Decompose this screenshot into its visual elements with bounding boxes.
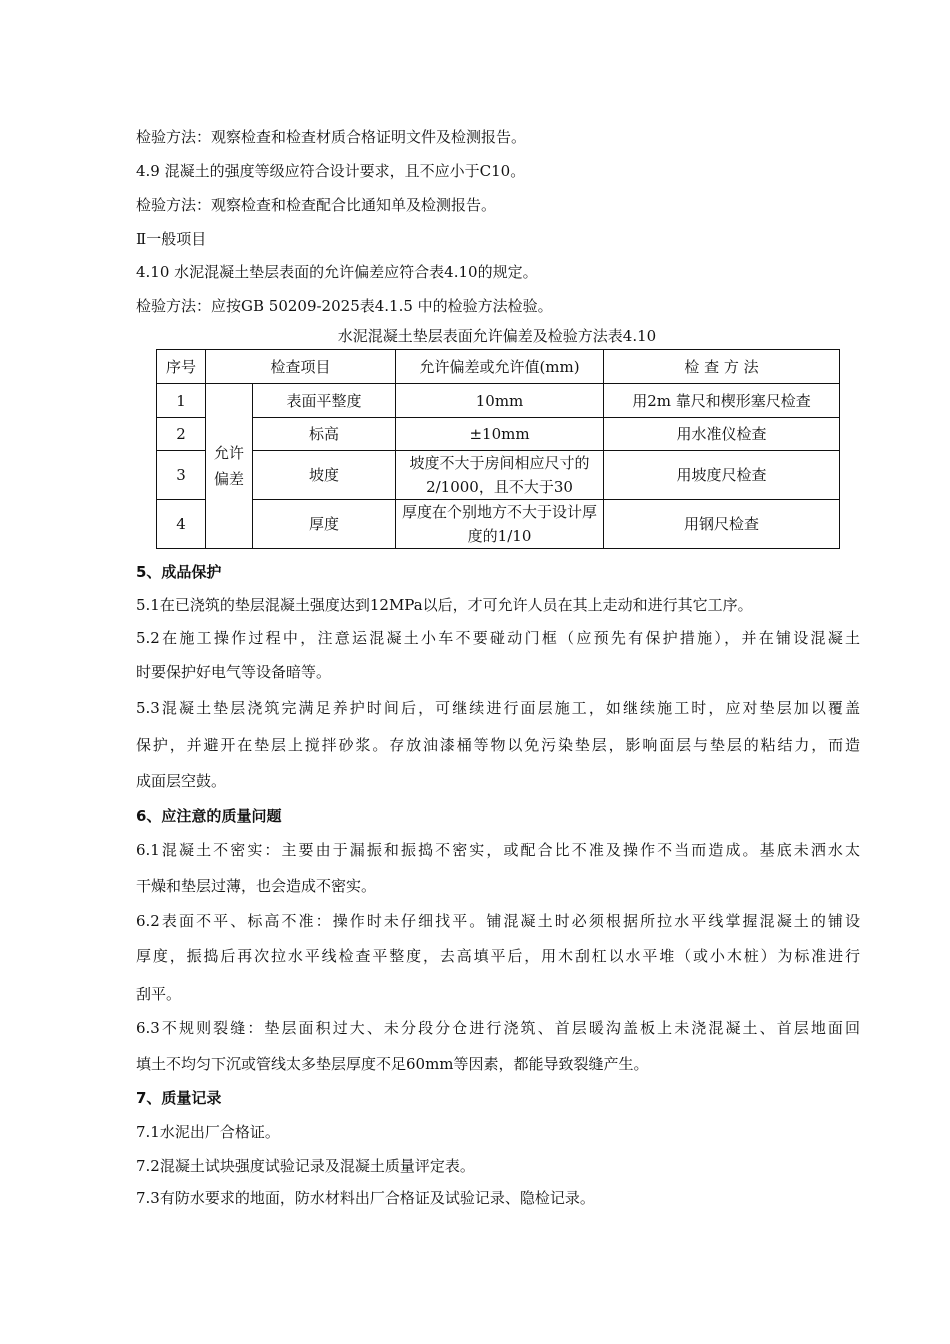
table-row xyxy=(157,384,840,418)
row-number: 1 xyxy=(157,384,206,418)
header-cell: 允许偏差或允许值(mm) xyxy=(396,350,604,384)
text-line: 干燥和垫层过薄，也会造成不密实。 xyxy=(136,877,377,895)
text-line: 6.3不规则裂缝：垫层面积过大、未分段分仓进行浇筑、首层暖沟盖板上未浇混凝土、首层地面回 xyxy=(136,1019,860,1037)
section-heading: 7、质量记录 xyxy=(136,1089,222,1107)
method-cell: 用水准仪检查 xyxy=(604,418,840,451)
section-heading: 6、应注意的质量问题 xyxy=(136,807,282,825)
table-row xyxy=(157,451,840,500)
text-line: 4.10 水泥混凝土垫层表面的允许偏差应符合表4.10的规定。 xyxy=(136,263,538,281)
text-line: 6.2表面不平、标高不准：操作时未仔细找平。铺混凝土时必须根据所拉水平线掌握混凝土的铺设 xyxy=(136,912,860,930)
text-line: 厚度，振捣后再次拉水平线检查平整度，去高填平后，用木刮杠以水平堆（或小木桩）为标准进行 xyxy=(136,947,860,965)
header-cell: 检 查 方 法 xyxy=(604,350,840,384)
text-line: 7.2混凝土试块强度试验记录及混凝土质量评定表。 xyxy=(136,1157,475,1175)
item-cell: 厚度 xyxy=(253,500,396,549)
text-line: 4.9 混凝土的强度等级应符合设计要求，且不应小于C10。 xyxy=(136,162,526,180)
text-line: 填土不均匀下沉或管线太多垫层厚度不足60mm等因素，都能导致裂缝产生。 xyxy=(136,1055,649,1073)
section-heading: 5、成品保护 xyxy=(136,563,222,581)
row-number: 2 xyxy=(157,418,206,451)
text-line: 7.1水泥出厂合格证。 xyxy=(136,1123,280,1141)
tolerance-table xyxy=(156,349,840,549)
method-cell: 用2m 靠尺和楔形塞尺检查 xyxy=(604,384,840,418)
subheading-general-items: Ⅱ一般项目 xyxy=(136,230,207,248)
table-header-row xyxy=(157,350,840,384)
text-line: 7.3有防水要求的地面，防水材料出厂合格证及试验记录、隐检记录。 xyxy=(136,1189,595,1207)
value-cell: 厚度在个别地方不大于设计厚度的1/10 xyxy=(396,500,604,549)
text-line: 5.1在已浇筑的垫层混凝土强度达到12MPa以后，才可允许人员在其上走动和进行其它工序。 xyxy=(136,596,753,614)
method-cell: 用坡度尺检查 xyxy=(604,451,840,500)
item-cell: 坡度 xyxy=(253,451,396,500)
text-line: 检验方法：观察检查和检查配合比通知单及检测报告。 xyxy=(136,196,497,214)
item-cell: 表面平整度 xyxy=(253,384,396,418)
text-line: 时要保护好电气等设备暗等。 xyxy=(136,663,332,681)
text-line: 检验方法：观察检查和检查材质合格证明文件及检测报告。 xyxy=(136,128,527,146)
group-label: 允许偏差 xyxy=(206,384,253,549)
text-line: 检验方法：应按GB 50209-2025表4.1.5 中的检验方法检验。 xyxy=(136,297,553,315)
text-line: 保护，并避开在垫层上搅拌砂浆。存放油漆桶等物以免污染垫层，影响面层与垫层的粘结力，而造 xyxy=(136,736,860,754)
value-cell: ±10mm xyxy=(396,418,604,451)
header-cell: 序号 xyxy=(157,350,206,384)
row-number: 3 xyxy=(157,451,206,500)
text-line: 5.2在施工操作过程中，注意运混凝土小车不要碰动门框（应预先有保护措施），并在铺设混凝土 xyxy=(136,629,860,647)
method-cell: 用钢尺检查 xyxy=(604,500,840,549)
value-cell: 10mm xyxy=(396,384,604,418)
text-line: 成面层空鼓。 xyxy=(136,772,227,790)
table-caption: 水泥混凝土垫层表面允许偏差及检验方法表4.10 xyxy=(337,327,657,345)
text-line: 6.1混凝土不密实：主要由于漏振和振捣不密实，或配合比不准及操作不当而造成。基底未洒水太 xyxy=(136,841,860,859)
item-cell: 标高 xyxy=(253,418,396,451)
text-line: 刮平。 xyxy=(136,985,182,1003)
header-cell: 检查项目 xyxy=(206,350,396,384)
value-cell: 坡度不大于房间相应尺寸的2/1000，且不大于30 xyxy=(396,451,604,500)
table-row xyxy=(157,418,840,451)
row-number: 4 xyxy=(157,500,206,549)
table-row xyxy=(157,500,840,549)
text-line: 5.3混凝土垫层浇筑完满足养护时间后，可继续进行面层施工，如继续施工时，应对垫层加以覆盖 xyxy=(136,699,860,717)
